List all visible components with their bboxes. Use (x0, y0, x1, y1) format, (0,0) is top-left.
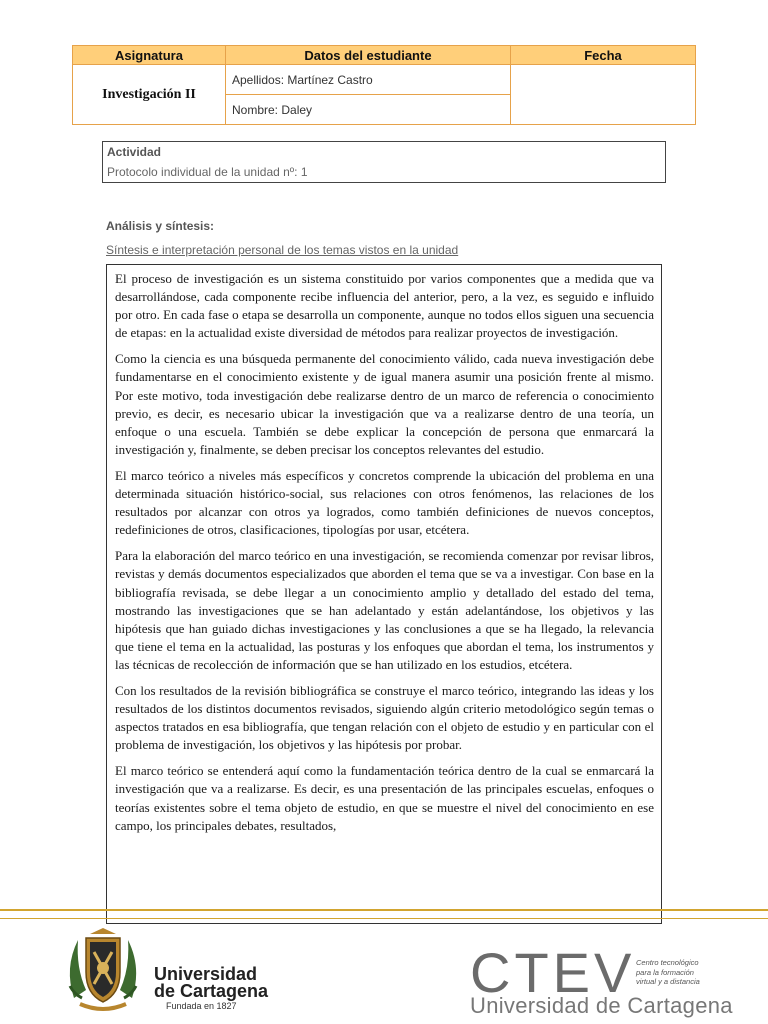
paragraph: Para la elaboración del marco teórico en una investigación, se recomienda comenzar por revisar libros, revistas y demás documentos especializados que aborden el tema que se va a investigar. Con base en la bibliografía revisada, se debe llegar a un conocimiento amplio y detallado del estado del tema, mostrando las investigaciones que se han adelantado y están adelantándose, los objetivos y las hipótesis que han guiado dichas investigaciones y las conclusiones a que se ha llegado, la relevancia que tiene el tema en la actualidad, las posturas y los enfoques que abordan el tema, los instrumentos y las técnicas de recolección de información que se han utilizado en los estudios, etcétera. (115, 548, 654, 672)
university-crest-icon (60, 928, 146, 1016)
ctev-logo: CTEV (470, 941, 636, 1004)
header-student-col: Datos del estudiante (226, 46, 511, 65)
paragraph: El marco teórico a niveles más específicos y concretos comprende la ubicación del problema en una determinada situación histórico-social, sus relaciones con otros fenómenos, las relaciones de los resultados por alcanzar con otros ya logrados, como también definiciones de nuevos conceptos, redefiniciones de otros, clasificaciones, tipologías por usar, etcétera. (115, 467, 654, 538)
ctev-description (636, 958, 726, 987)
header-subject-col: Asignatura (73, 46, 226, 65)
footer-divider (0, 909, 768, 911)
student-surnames: Apellidos: Martínez Castro (226, 65, 511, 95)
date-value (511, 65, 696, 125)
ctev-desc-line: para la formación (636, 967, 694, 977)
subject-name: Investigación II (73, 65, 226, 125)
activity-value: Protocolo individual de la unidad nº: 1 (107, 165, 308, 179)
header-date-col: Fecha (511, 46, 696, 65)
synthesis-text-box (106, 264, 662, 924)
university-name-line: de Cartagena (154, 981, 269, 1001)
footer-divider (0, 918, 768, 919)
paragraph: El proceso de investigación es un sistema constituido por varios componentes que a medida que va desarrollándose, cada componente recibe influencia del anterior, pero, a la vez, es seguido e influido por otro. En cada fase o etapa se desarrolla un componente, aunque no todos ellos siguen una secuencia de etapas: en la actualidad existe diversidad de métodos para realizar proyectos de investigación. (115, 271, 654, 341)
ctev-university-name: Universidad de Cartagena (470, 993, 733, 1018)
university-name-line: Universidad (154, 964, 258, 984)
header-table (72, 45, 696, 125)
activity-label: Actividad (107, 145, 162, 159)
paragraph: Con los resultados de la revisión bibliográfica se construye el marco teórico, integrando las ideas y los resultados de los distintos documentos revisados, siguiendo algún criterio metodológico según temas o aspectos tratados en esa bibliografía, que tengan relación con el objeto de estudio y en particular con el problema de investigación, los objetivos y las hipótesis por probar. (115, 682, 654, 753)
ctev-desc-line: virtual y a distancia (636, 977, 700, 986)
section-subtitle: Síntesis e interpretación personal de los temas vistos en la unidad (106, 243, 459, 257)
paragraph: El marco teórico se entenderá aquí como la fundamentación teórica dentro de la cual se enmarcará la investigación que va a realizarse. Es decir, es una presentación de las principales escuelas, enfoques o teorías existentes sobre el tema objeto de estudio, en que se muestre el nivel del conocimiento en ese campo, los principales debates, resultados, (115, 763, 654, 833)
university-name (154, 966, 268, 1000)
founded-year: Fundada en 1827 (166, 1001, 237, 1011)
student-name: Nombre: Daley (226, 95, 511, 125)
section-title: Análisis y síntesis: (106, 219, 215, 233)
ctev-desc-line: Centro tecnológico (636, 958, 699, 967)
paragraph: Como la ciencia es una búsqueda permanente del conocimiento válido, cada nueva investigación debe fundamentarse en el conocimiento existente y de igual manera asumir una posición frente al mismo. Por este motivo, toda investigación debe realizarse dentro de un marco de referencia o conocimiento previo, es decir, es necesario ubicar la investigación que va a realizarse dentro de una teoría, un enfoque o una escuela. También se debe explicar la concepción de persona que enmarcará la investigación y, finalmente, se deben precisar los conceptos relevantes del estudio. (115, 351, 654, 457)
activity-box (102, 141, 666, 183)
